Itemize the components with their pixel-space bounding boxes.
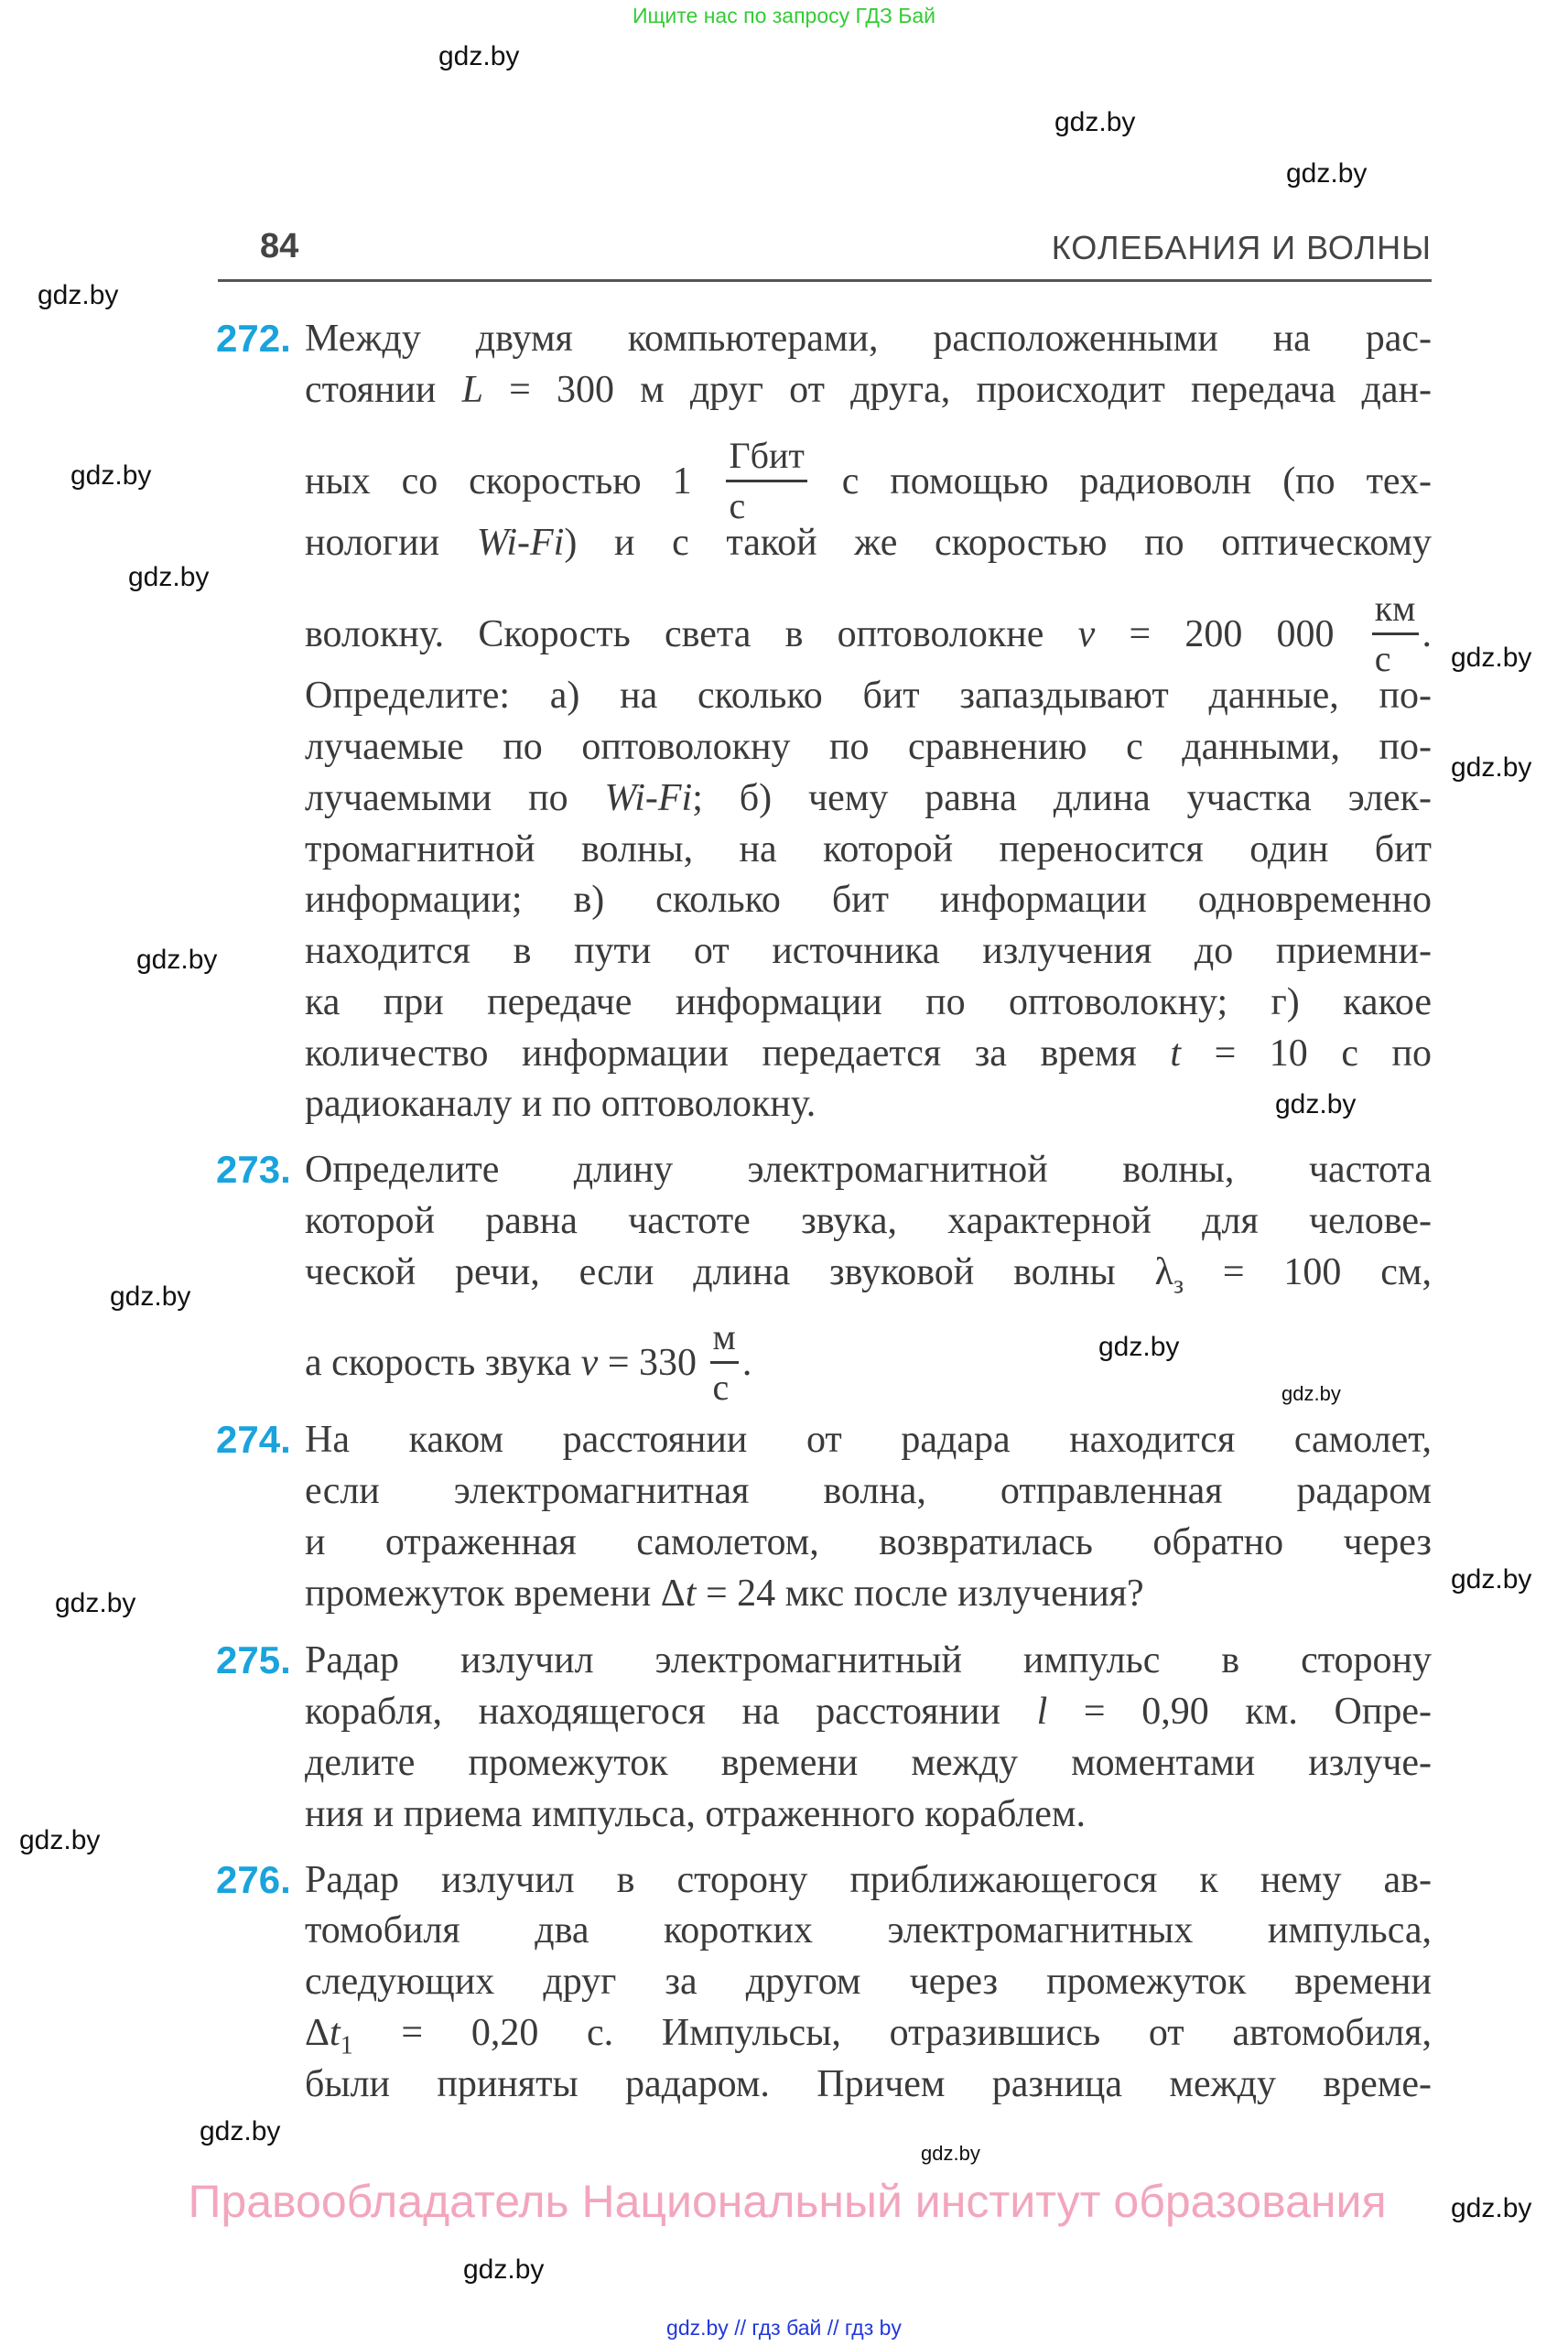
fraction-numerator: Гбит [726,438,806,482]
problem-number: 276. [216,1858,291,1901]
problem-number: 275. [216,1638,291,1681]
problem-text-line: На каком расстоянии от радара находится самолет, [305,1419,1432,1461]
problem-number: 273. [216,1148,291,1191]
math-variable: Wi-Fi [604,777,693,819]
watermark: gdz.by [200,2116,281,2146]
problem-text-line: лучаемые по оптоволокну по сравнению с данными, по- [305,726,1432,768]
problem-text-line: ческой речи, если длина звуковой волны $\lambda_з = 100$ см, [305,1251,1433,1300]
watermark: gdz.by [38,280,119,310]
problem-text-line: ния и приема импульса, отраженного кораблем. [305,1793,1086,1835]
problem-text-line: Определите длину электромагнитной волны, частота [305,1149,1432,1191]
subscript: з [1173,1270,1184,1300]
problem-text-line: томобиля два коротких электромагнитных импульса, [305,1909,1432,1951]
problem-number: 274. [216,1418,291,1461]
problem-text-line: Радар излучил в сторону приближающегося к нему ав- [305,1859,1432,1901]
watermark: gdz.by [110,1281,191,1312]
math-variable: t [685,1573,697,1615]
problem-text-line: волокну. Скорость света в оптоволокне v = 200 000 $\frac{км}{с}$ . [305,588,1432,679]
running-title: КОЛЕБАНИЯ И ВОЛНЫ [1051,229,1432,266]
math-variable: L [461,369,483,411]
problem-text-line: радиоканалу и по оптоволокну. [305,1083,816,1125]
unit-fraction [1372,590,1419,677]
problem-text-line: ка при передаче информации по оптоволокну; г) какое [305,981,1432,1023]
watermark: gdz.by [128,562,210,592]
problem-text-line: были приняты радаром. Причем разница между време- [305,2063,1432,2105]
watermark: gdz.by [1054,107,1136,137]
problem-text-line: промежуток времени Δt = 24 мкс после излучения? [305,1573,1144,1615]
problem-text-line: делите промежуток времени между моментами излуче- [305,1742,1432,1784]
fraction-numerator: м [710,1319,739,1364]
watermark: gdz.by [1275,1089,1357,1119]
header-rule [218,279,1432,282]
problem-text-line: находится в пути от источника излучения до приемни- [305,930,1432,972]
fraction-denominator: с [1374,638,1391,679]
math-variable: v [1077,613,1096,656]
fraction-numerator: км [1372,590,1419,635]
watermark: gdz.by [19,1825,101,1855]
problem-text-line: а скорость звука v = 330 $\frac{м}{с}$ . [305,1316,752,1408]
unit-fraction [726,435,806,526]
watermark: gdz.by [1451,643,1532,673]
page-number: 84 [260,227,299,265]
top-note: Ищите нас по запросу ГДЗ Бай [632,4,936,27]
problem-text-line: ных со скоростью 1 $\frac{\text{Гбит}}{с}$ с помощью радиоволн (по тех- [305,435,1432,526]
math-variable: l [1036,1691,1048,1733]
watermark: gdz.by [1451,2193,1532,2223]
math-variable: v [580,1342,599,1385]
problem-text-line: которой равна частоте звука, характерной для челове- [305,1200,1432,1242]
watermark: gdz.by [438,41,520,71]
problem-text-line: информации; в) сколько бит информации одновременно [305,879,1432,921]
watermark: gdz.by [1281,1382,1341,1405]
problem-text-line: Определите: а) на сколько бит запаздывают данные, по- [305,675,1432,717]
watermark: gdz.by [1451,752,1532,783]
watermark: gdz.by [70,460,152,491]
problem-text-line: и отраженная самолетом, возвратилась обратно через [305,1521,1432,1563]
problem-text-line: следующих друг за другом через промежуток времени [305,1961,1432,2003]
watermark: gdz.by [136,945,218,975]
problem-text-line: Радар излучил электромагнитный импульс в сторону [305,1639,1432,1681]
problem-text-line: $\Delta t_1 = 0,20$ с. Импульсы, отразившись от автомобиля, [305,2012,1432,2060]
watermark: gdz.by [55,1588,136,1618]
problem-text-line: количество информации передается за время t = 10 с по [305,1032,1432,1075]
rights-holder-notice: Правообладатель Национальный институт образования [188,2176,1387,2227]
problem-text-line: если электромагнитная волна, отправленная радаром [305,1470,1432,1512]
fraction-denominator: с [712,1367,730,1408]
problem-text-line: корабля, находящегося на расстоянии l = 0,90 км. Опре- [305,1691,1432,1733]
problem-text-line: Между двумя компьютерами, расположенными на рас- [305,318,1432,360]
problem-text-line: стоянии L = 300 м друг от друга, происходит передача дан- [305,369,1433,411]
watermark: gdz.by [1451,1564,1532,1595]
watermark: gdz.by [1286,158,1368,189]
problem-text-line: лучаемыми по Wi-Fi; б) чему равна длина участка элек- [305,777,1432,819]
math-variable: Wi-Fi [476,522,565,564]
math-variable: t [1170,1032,1182,1075]
watermark: gdz.by [921,2142,980,2165]
fraction-denominator: с [729,485,746,526]
problem-text-line: тромагнитной волны, на которой переносится один бит [305,828,1432,870]
watermark: gdz.by [1098,1332,1180,1362]
subscript: 1 [340,2031,353,2060]
math-variable: t [330,2012,341,2054]
watermark: gdz.by [463,2254,545,2285]
problem-text-line: нологии Wi-Fi) и с такой же скоростью по оптическому [305,522,1433,564]
problem-number: 272. [216,317,291,360]
footer-links[interactable]: gdz.by // гдз бай // гдз by [666,2316,902,2340]
unit-fraction [710,1316,739,1408]
